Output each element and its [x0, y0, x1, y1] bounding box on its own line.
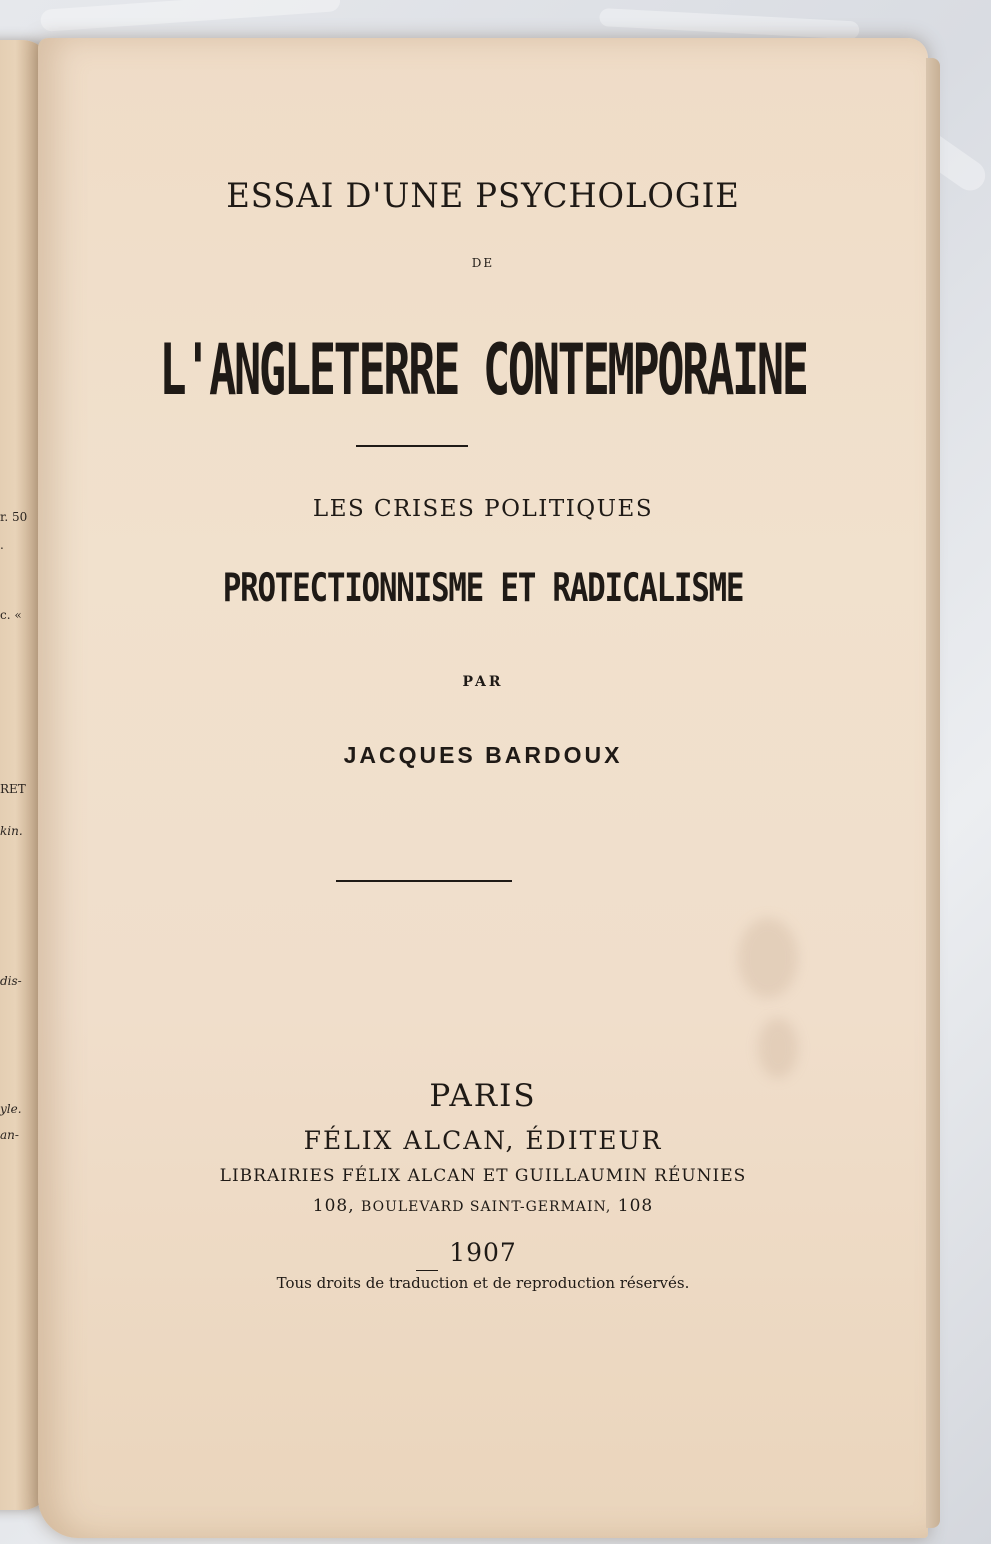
imprint-address [38, 1196, 928, 1216]
cloth-fold [599, 8, 860, 40]
page-fragment: yle. [0, 1102, 22, 1116]
subtitle-line-1: LES CRISES POLITIQUES [312, 496, 654, 522]
page-fragment: r. 50 [0, 510, 28, 524]
rights-notice: Tous droits de traduction et de reproduction réservés. [276, 1274, 690, 1292]
page-fragment: kin. [0, 824, 23, 838]
imprint-publisher: FÉLIX ALCAN, ÉDITEUR [303, 1126, 663, 1155]
address-number: 108 [617, 1196, 654, 1216]
title-connector: DE [471, 256, 495, 270]
page-fragment: an- [0, 1128, 19, 1142]
page-fragment: dis- [0, 974, 22, 988]
imprint-year: 1907 [449, 1238, 517, 1267]
divider-rule [416, 1270, 438, 1271]
imprint-city: PARIS [429, 1078, 537, 1114]
page-fragment: . [0, 538, 4, 552]
title-line-1: ESSAI D'UNE PSYCHOLOGIE [226, 176, 740, 216]
page-fragment: RET [0, 782, 26, 796]
cloth-fold [40, 0, 341, 32]
divider-rule [336, 880, 512, 882]
author-name: JACQUES BARDOUX [343, 742, 623, 768]
subtitle-line-2: PROTECTIONNISME ET RADICALISME [222, 566, 744, 612]
address-street: BOULEVARD SAINT-GERMAIN, [361, 1199, 612, 1215]
page-edge [926, 58, 940, 1528]
address-number: 108, [312, 1196, 355, 1216]
main-title: L'ANGLETERRE CONTEMPORAINE [159, 328, 807, 411]
foxing-spot [758, 1018, 798, 1078]
divider-rule [356, 445, 468, 447]
foxing-spot [738, 918, 798, 998]
imprint-libraries: LIBRAIRIES FÉLIX ALCAN ET GUILLAUMIN RÉUNIES [219, 1166, 747, 1186]
byline-par: PAR [462, 674, 504, 690]
page-fragment: c. « [0, 608, 22, 622]
title-page [38, 38, 928, 1538]
